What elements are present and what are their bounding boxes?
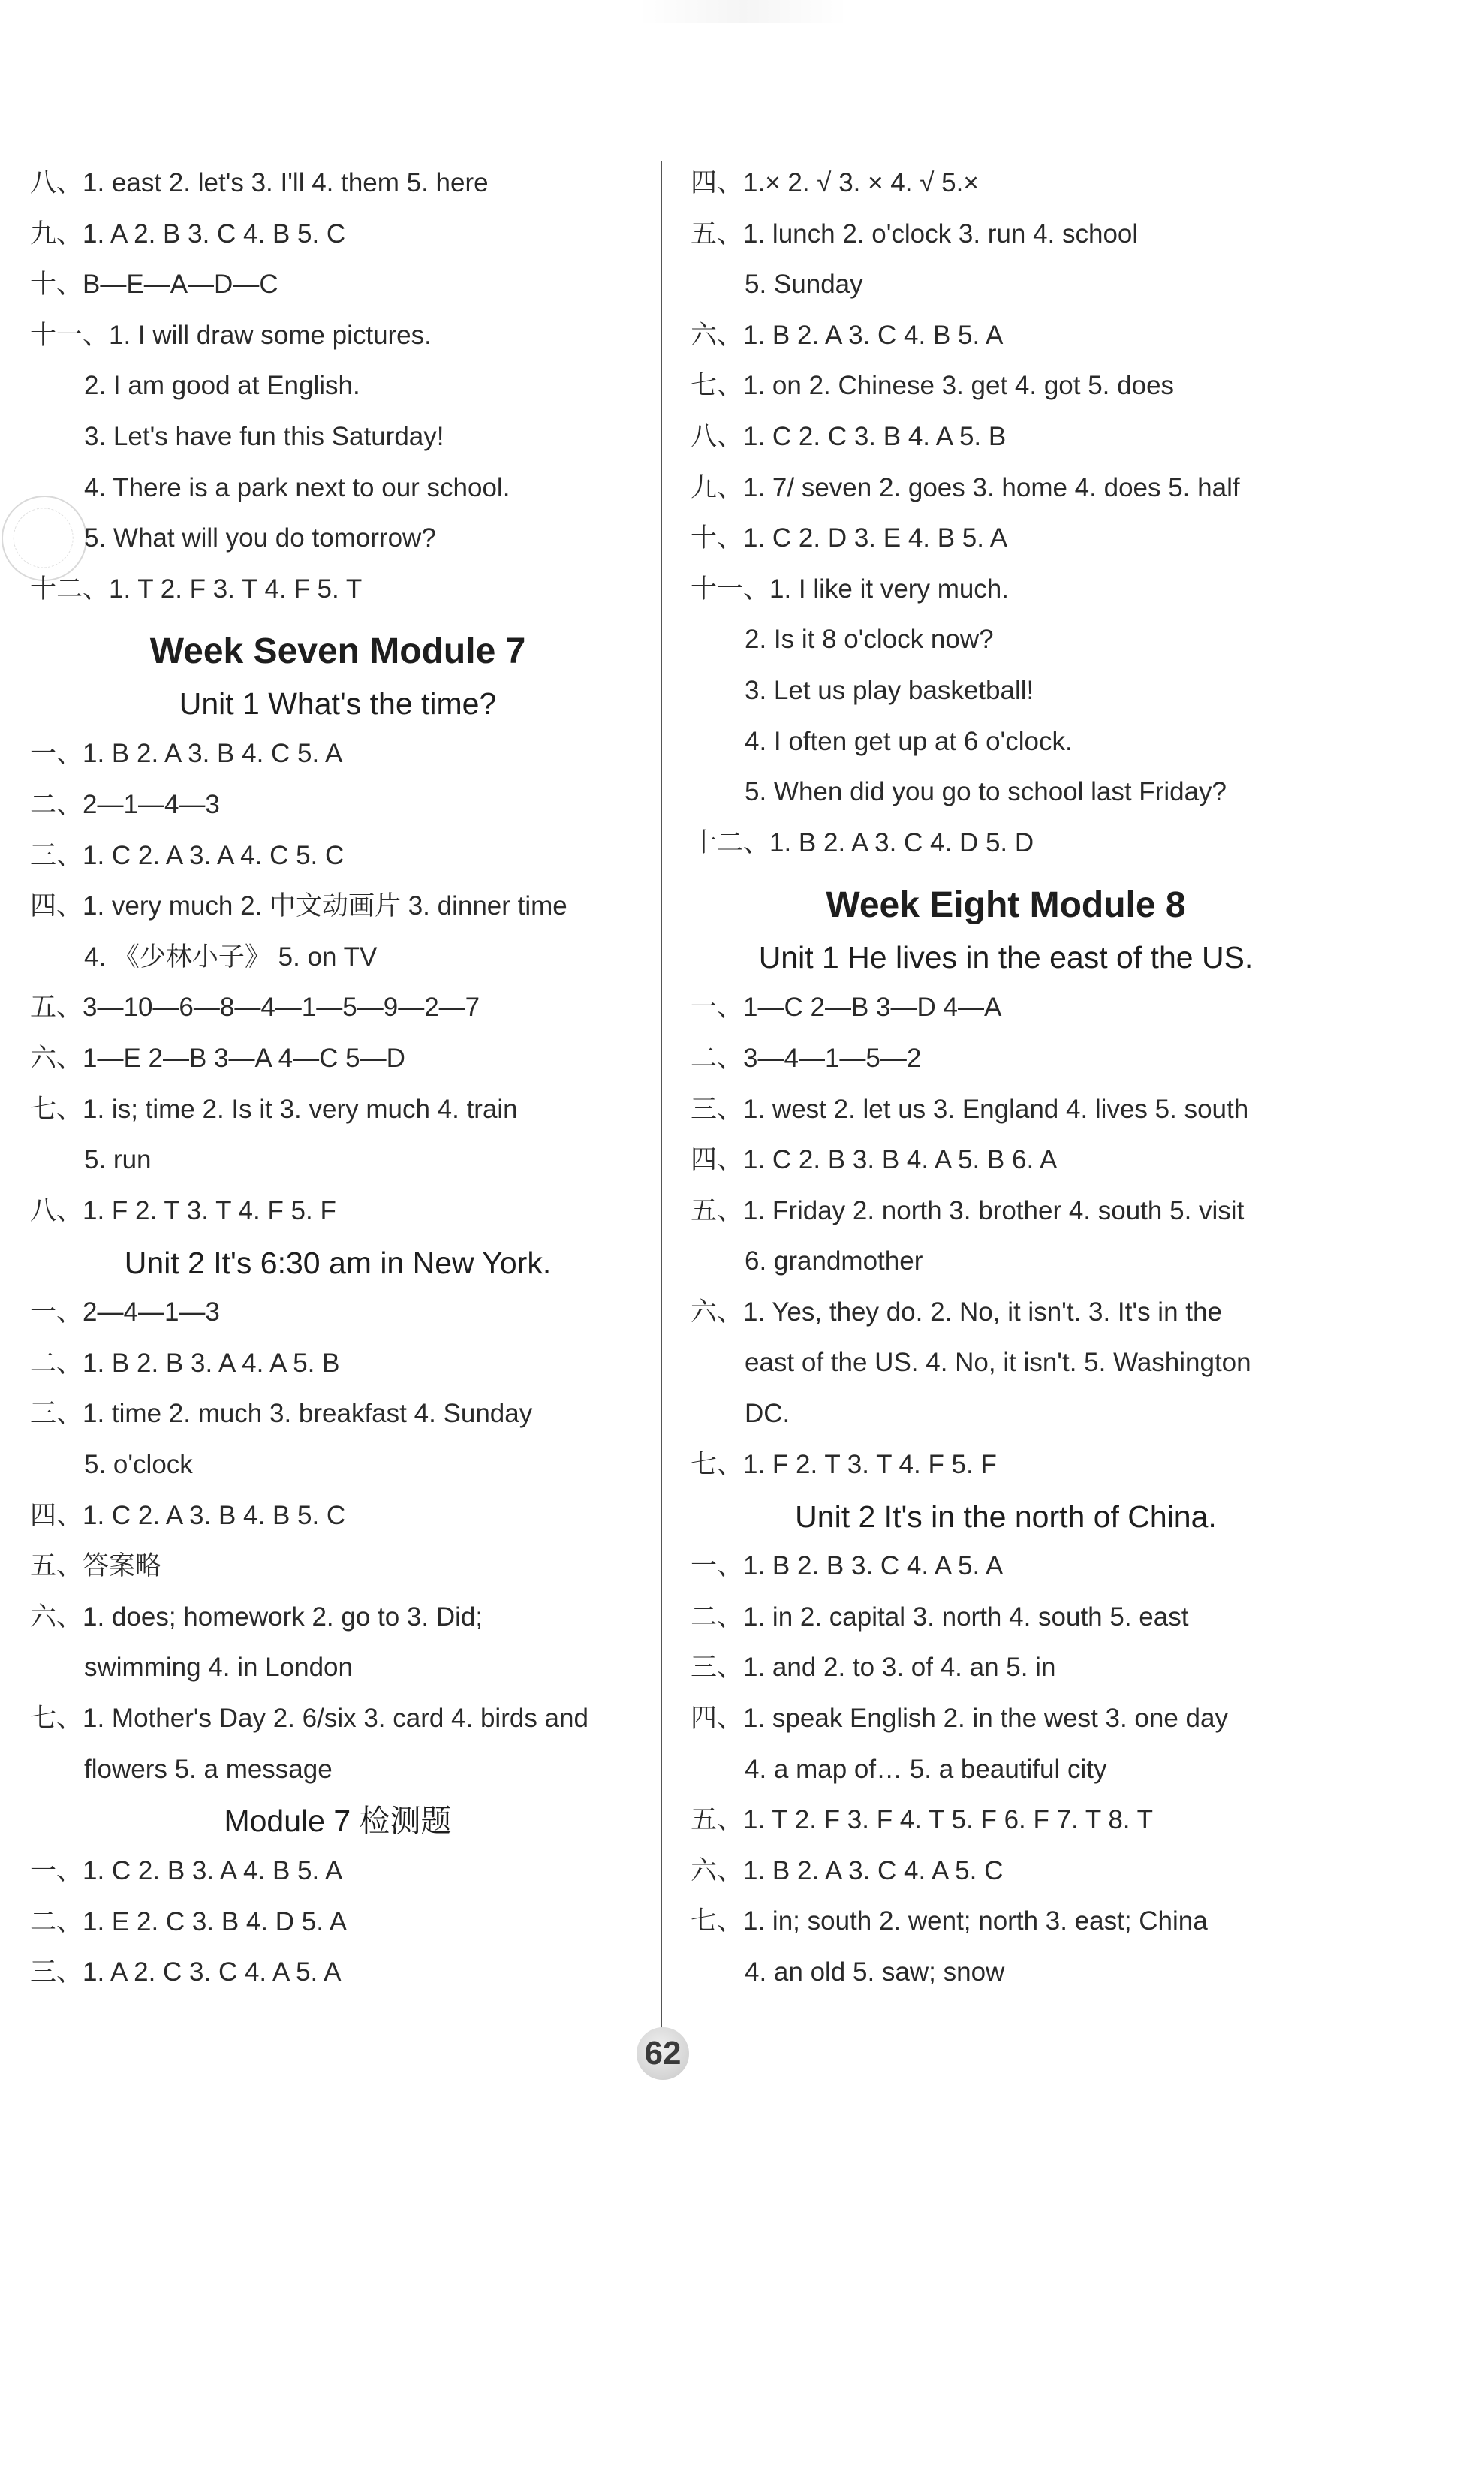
answer-line	[691, 1541, 1321, 1592]
question-number-label: 七、	[30, 1704, 83, 1734]
question-number-label: 四、	[30, 891, 83, 921]
answer-text: 1. in; south 2. went; north 3. east; China	[743, 1906, 1208, 1936]
answer-line	[691, 982, 1321, 1033]
answer-line	[691, 310, 1321, 361]
answer-line	[30, 259, 646, 310]
question-number-label: 四、	[691, 1704, 744, 1734]
answer-line	[691, 1642, 1321, 1693]
question-number-label: 三、	[691, 1653, 744, 1683]
question-number-label: 五、	[30, 993, 83, 1023]
answer-text: 1. C 2. B 3. A 4. B 5. A	[83, 1856, 343, 1886]
question-number-label: 七、	[691, 1906, 744, 1936]
unit1-title-left: Unit 1 What's the time?	[179, 686, 497, 722]
answer-line	[30, 1439, 646, 1490]
answer-text: 2. Is it 8 o'clock now?	[745, 625, 994, 655]
answer-line	[30, 779, 646, 830]
answer-line	[30, 982, 646, 1033]
answer-line	[30, 1186, 646, 1237]
answer-text: 5. What will you do tomorrow?	[84, 523, 436, 553]
answer-text: 1. C 2. A 3. A 4. C 5. C	[83, 840, 345, 870]
answer-text: 1. very much 2. 中文动画片 3. dinner time	[83, 891, 567, 921]
question-number-label: 五、	[691, 1195, 744, 1225]
answer-text: 1. does; homework 2. go to 3. Did;	[83, 1602, 483, 1632]
answer-line	[691, 1135, 1321, 1186]
question-number-label: 二、	[691, 1043, 744, 1073]
answer-text: 1. A 2. B 3. C 4. B 5. C	[83, 218, 346, 249]
answer-text: 1. F 2. T 3. T 4. F 5. F	[83, 1195, 336, 1225]
question-number-label: 七、	[691, 1449, 744, 1479]
question-number-label: 二、	[30, 1348, 83, 1378]
answer-text: B—E—A—D—C	[83, 270, 278, 300]
answer-line	[691, 1896, 1321, 1947]
answer-line	[30, 1642, 646, 1693]
answer-text: 1. B 2. A 3. C 4. D 5. D	[769, 827, 1034, 857]
question-number-label: 十一、	[691, 574, 770, 604]
answer-text: 1. E 2. C 3. B 4. D 5. A	[83, 1906, 348, 1936]
question-number-label: 一、	[30, 1856, 83, 1886]
question-number-label: 九、	[30, 218, 83, 249]
answer-text: 1. west 2. let us 3. England 4. lives 5. south	[743, 1094, 1249, 1124]
answer-text: 3—4—1—5—2	[743, 1043, 922, 1073]
question-number-label: 七、	[30, 1094, 83, 1124]
answer-line	[30, 158, 646, 209]
answer-text: 4. I often get up at 6 o'clock.	[745, 726, 1073, 756]
question-number-label: 四、	[691, 1145, 744, 1175]
answer-line	[30, 1033, 646, 1084]
answer-line	[30, 1287, 646, 1338]
answer-text: 2—1—4—3	[83, 789, 220, 819]
question-number-label: 九、	[691, 472, 744, 502]
unit1-title-right: Unit 1 He lives in the east of the US.	[758, 940, 1254, 975]
answer-text: 1. I like it very much.	[769, 574, 1009, 604]
question-number-label: 七、	[691, 371, 744, 401]
question-number-label: 二、	[30, 789, 83, 819]
answer-line	[691, 614, 1321, 665]
answer-text: 2—4—1—3	[83, 1297, 220, 1327]
unit2-title-right: Unit 2 It's in the north of China.	[795, 1499, 1217, 1535]
answer-text: 4. There is a park next to our school.	[84, 472, 510, 502]
answer-text: 1. T 2. F 3. F 4. T 5. F 6. F 7. T 8. T	[743, 1805, 1154, 1835]
answer-text: 1. in 2. capital 3. north 4. south 5. east	[743, 1602, 1189, 1632]
question-number-label: 一、	[691, 993, 744, 1023]
answer-text: 1. T 2. F 3. T 4. F 5. T	[109, 574, 363, 604]
answer-line	[30, 209, 646, 260]
answer-line	[691, 1592, 1321, 1643]
answer-text: 1. 7/ seven 2. goes 3. home 4. does 5. half	[743, 472, 1240, 502]
answer-text: 3—10—6—8—4—1—5—9—2—7	[83, 993, 480, 1023]
answer-text: 1. C 2. D 3. E 4. B 5. A	[743, 523, 1008, 553]
answer-text: 1. time 2. much 3. breakfast 4. Sunday	[83, 1399, 533, 1429]
answer-line	[691, 1846, 1321, 1897]
right-top-section	[691, 158, 1321, 868]
answer-text: 1. speak English 2. in the west 3. one day	[743, 1704, 1228, 1734]
question-number-label: 四、	[30, 1500, 83, 1530]
question-number-label: 八、	[691, 421, 744, 451]
question-number-label: 十一、	[30, 320, 110, 350]
answer-text: flowers 5. a message	[84, 1754, 333, 1784]
question-number-label: 三、	[30, 840, 83, 870]
answer-text: 1.× 2. √ 3. × 4. √ 5.×	[743, 168, 979, 197]
answer-line	[691, 1337, 1321, 1388]
scan-smudge	[638, 0, 848, 23]
answer-line	[30, 1592, 646, 1643]
answer-line	[691, 564, 1321, 615]
question-number-label: 十、	[30, 270, 83, 300]
answer-text: 1. C 2. B 3. B 4. A 5. B 6. A	[743, 1145, 1058, 1175]
answer-line	[691, 1084, 1321, 1135]
answer-line	[691, 1287, 1321, 1338]
answer-text: 5. run	[84, 1145, 152, 1175]
answer-text: 1. B 2. B 3. A 4. A 5. B	[83, 1348, 340, 1378]
left-test-section	[30, 1846, 646, 1998]
answer-text: 1. Yes, they do. 2. No, it isn't. 3. It's in the	[743, 1297, 1222, 1327]
answer-text: east of the US. 4. No, it isn't. 5. Washington	[745, 1348, 1251, 1378]
answer-line	[30, 1846, 646, 1897]
answer-line	[30, 411, 646, 463]
answer-line	[691, 1794, 1321, 1846]
answer-line	[30, 1947, 646, 1998]
question-number-label: 六、	[691, 320, 744, 350]
answer-text: 4. a map of… 5. a beautiful city	[745, 1754, 1107, 1784]
answer-line	[30, 513, 646, 564]
answer-text: 1. C 2. C 3. B 4. A 5. B	[743, 421, 1007, 451]
answer-text: 4. 《少林小子》 5. on TV	[84, 942, 378, 972]
answer-line	[691, 1439, 1321, 1490]
answer-line	[691, 158, 1321, 209]
answer-line	[691, 513, 1321, 564]
answer-text: DC.	[745, 1399, 790, 1429]
answer-line	[30, 881, 646, 932]
answer-text: 1. I will draw some pictures.	[109, 320, 432, 350]
answer-line	[30, 1338, 646, 1389]
answer-line	[30, 830, 646, 881]
question-number-label: 五、	[30, 1551, 83, 1581]
question-number-label: 五、	[691, 218, 744, 249]
question-number-label: 二、	[30, 1906, 83, 1936]
question-number-label: 十二、	[30, 574, 110, 604]
left-column	[30, 158, 646, 1998]
answer-text: 1. C 2. A 3. B 4. B 5. C	[83, 1500, 346, 1530]
answer-text: 1. F 2. T 3. T 4. F 5. F	[743, 1449, 997, 1479]
answer-line	[691, 1388, 1321, 1439]
answer-text: 1. B 2. A 3. C 4. B 5. A	[743, 320, 1004, 350]
answer-text: 5. Sunday	[745, 270, 863, 300]
left-unit1-section	[30, 728, 646, 1236]
question-number-label: 八、	[30, 168, 83, 197]
question-number-label: 八、	[30, 1195, 83, 1225]
answer-line	[691, 463, 1321, 514]
question-number-label: 二、	[691, 1602, 744, 1632]
answer-text: 1. Friday 2. north 3. brother 4. south 5. visit	[743, 1195, 1245, 1225]
unit2-title-left: Unit 2 It's 6:30 am in New York.	[124, 1246, 552, 1281]
answer-text: 3. Let's have fun this Saturday!	[84, 421, 444, 451]
module7-test-title: Module 7 检测题	[224, 1803, 452, 1839]
page-number-badge: 62	[637, 2027, 689, 2080]
right-unit2-section	[691, 1541, 1321, 1997]
answer-line	[691, 1693, 1321, 1744]
question-number-label: 十二、	[691, 827, 770, 857]
answer-text: 1—E 2—B 3—A 4—C 5—D	[83, 1043, 405, 1073]
answer-line	[691, 1186, 1321, 1237]
answer-text: 2. I am good at English.	[84, 371, 360, 401]
answer-line	[30, 1693, 646, 1744]
week-seven-title: Week Seven Module 7	[149, 631, 526, 672]
answer-line	[691, 259, 1321, 310]
right-column	[691, 158, 1321, 1998]
question-number-label: 五、	[691, 1805, 744, 1835]
answer-text: 1. B 2. B 3. C 4. A 5. A	[743, 1551, 1004, 1581]
answer-text: 1. east 2. let's 3. I'll 4. them 5. here	[83, 168, 489, 197]
answer-line	[691, 767, 1321, 818]
answer-line	[691, 1236, 1321, 1287]
answer-line	[30, 932, 646, 983]
answer-line	[30, 1084, 646, 1135]
answer-text: 1. on 2. Chinese 3. get 4. got 5. does	[743, 371, 1175, 401]
answer-line	[30, 1388, 646, 1439]
answer-line	[30, 1541, 646, 1592]
answer-line	[691, 1947, 1321, 1998]
answer-text: swimming 4. in London	[84, 1653, 353, 1683]
answer-line	[691, 411, 1321, 463]
answer-text: 3. Let us play basketball!	[745, 675, 1034, 705]
question-number-label: 十、	[691, 523, 744, 553]
answer-line	[30, 360, 646, 411]
answer-line	[691, 665, 1321, 716]
answer-line	[691, 1744, 1321, 1795]
question-number-label: 六、	[30, 1602, 83, 1632]
question-number-label: 四、	[691, 168, 744, 197]
answer-text: 1. B 2. A 3. C 4. A 5. C	[743, 1855, 1004, 1885]
answer-line	[691, 1033, 1321, 1084]
answer-text: 1. lunch 2. o'clock 3. run 4. school	[743, 218, 1139, 249]
right-unit1-section	[691, 982, 1321, 1490]
answer-text: 5. When did you go to school last Friday?	[745, 777, 1227, 807]
question-number-label: 六、	[691, 1855, 744, 1885]
week-eight-title: Week Eight Module 8	[826, 885, 1186, 926]
answer-text: 1. and 2. to 3. of 4. an 5. in	[743, 1653, 1056, 1683]
answer-line	[30, 463, 646, 514]
answer-line	[30, 1135, 646, 1186]
answer-line	[691, 209, 1321, 260]
answer-text: 1. Mother's Day 2. 6/six 3. card 4. birds and	[83, 1704, 588, 1734]
answer-text: 4. an old 5. saw; snow	[745, 1957, 1005, 1987]
question-number-label: 三、	[30, 1399, 83, 1429]
answer-text: 1. B 2. A 3. B 4. C 5. A	[83, 739, 343, 769]
answer-line	[30, 1490, 646, 1541]
question-number-label: 三、	[30, 1957, 83, 1987]
question-number-label: 一、	[30, 739, 83, 769]
answer-line	[30, 564, 646, 615]
answer-line	[30, 1744, 646, 1795]
answer-text: 1. A 2. C 3. C 4. A 5. A	[83, 1957, 342, 1987]
column-divider	[661, 161, 662, 2054]
answer-line	[691, 360, 1321, 411]
left-top-section	[30, 158, 646, 614]
answer-text: 1—C 2—B 3—D 4—A	[743, 993, 1002, 1023]
answer-text: 答案略	[83, 1551, 162, 1581]
left-unit2-section	[30, 1287, 646, 1794]
question-number-label: 一、	[30, 1297, 83, 1327]
answer-line	[691, 818, 1321, 869]
answer-line	[30, 1897, 646, 1948]
question-number-label: 六、	[30, 1043, 83, 1073]
answer-line	[30, 728, 646, 779]
question-number-label: 一、	[691, 1551, 744, 1581]
answer-line	[30, 310, 646, 361]
answer-line	[691, 716, 1321, 767]
answer-text: 5. o'clock	[84, 1450, 193, 1480]
question-number-label: 三、	[691, 1094, 744, 1124]
question-number-label: 六、	[691, 1297, 744, 1327]
answer-text: 6. grandmother	[745, 1246, 923, 1276]
answer-text: 1. is; time 2. Is it 3. very much 4. train	[83, 1094, 518, 1124]
